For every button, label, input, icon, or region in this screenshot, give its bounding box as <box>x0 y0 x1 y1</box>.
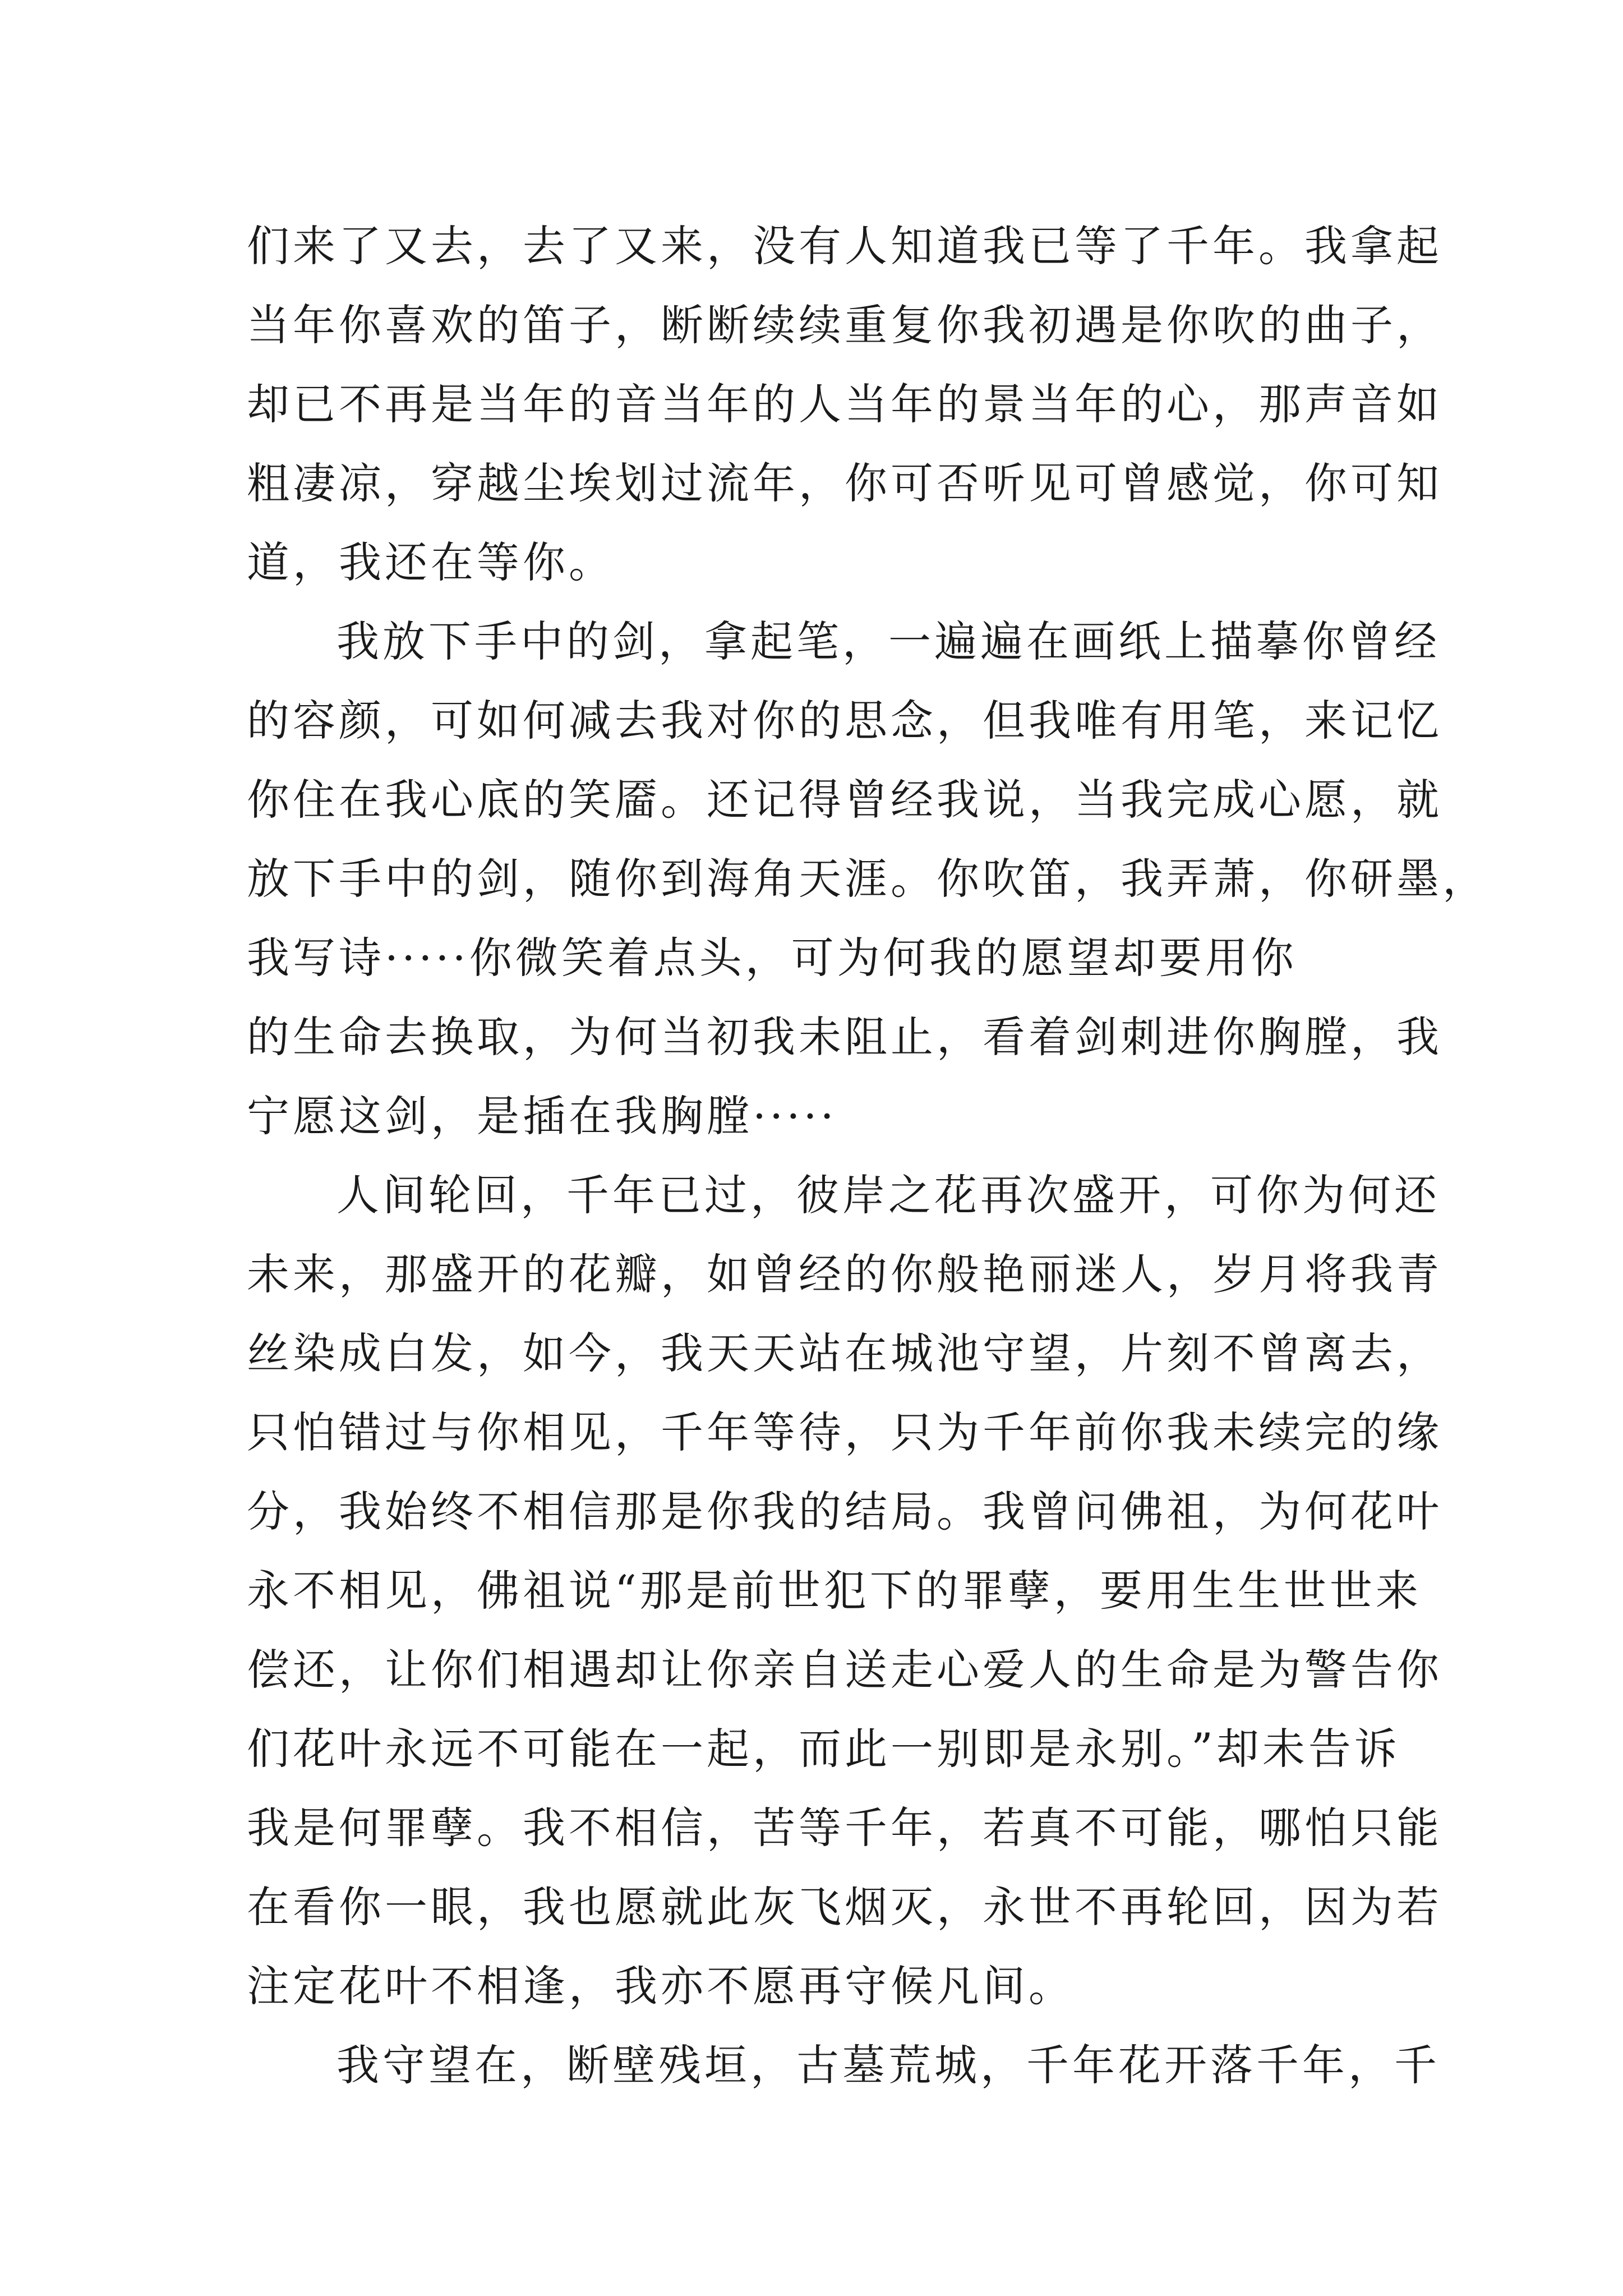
text-line: 我是何罪孽。我不相信，苦等千年，若真不可能，哪怕只能 <box>247 1803 1442 1853</box>
text-line: 只怕错过与你相见，千年等待，只为千年前你我未续完的缘 <box>247 1407 1442 1457</box>
text-line: 粗凄凉，穿越尘埃划过流年，你可否听见可曾感觉，你可知 <box>247 458 1442 508</box>
text-line: 人间轮回，千年已过，彼岸之花再次盛开，可你为何还 <box>336 1170 1440 1220</box>
text-line: 我写诗·····你微笑着点头，可为何我的愿望却要用你 <box>247 933 1297 983</box>
text-line: 宁愿这剑，是插在我胸膛····· <box>247 1091 837 1141</box>
text-line: 丝染成白发，如今，我天天站在城池守望，片刻不曾离去， <box>247 1328 1442 1378</box>
text-line: 你住在我心底的笑靥。还记得曾经我说，当我完成心愿，就 <box>247 775 1442 825</box>
text-line: 们花叶永远不可能在一起，而此一别即是永别。”却未告诉 <box>247 1724 1400 1774</box>
text-line: 的生命去换取，为何当初我未阻止，看着剑刺进你胸膛，我 <box>247 1012 1442 1062</box>
text-line: 在看你一眼，我也愿就此灰飞烟灭，永世不再轮回，因为若 <box>247 1882 1442 1932</box>
text-line: 却已不再是当年的音当年的人当年的景当年的心，那声音如 <box>247 379 1442 429</box>
text-line: 我守望在，断壁残垣，古墓荒城，千年花开落千年，千 <box>336 2040 1440 2090</box>
text-line: 未来，那盛开的花瓣，如曾经的你般艳丽迷人，岁月将我青 <box>247 1249 1442 1299</box>
text-line: 们来了又去，去了又来，没有人知道我已等了千年。我拿起 <box>247 221 1442 271</box>
text-line: 当年你喜欢的笛子，断断续续重复你我初遇是你吹的曲子， <box>247 300 1442 350</box>
text-line: 道，我还在等你。 <box>247 537 615 587</box>
text-line: 注定花叶不相逢，我亦不愿再守候凡间。 <box>247 1961 1075 2011</box>
text-line: 永不相见，佛祖说“那是前世犯下的罪孽，要用生生世世来 <box>247 1566 1422 1616</box>
text-line: 分，我始终不相信那是你我的结局。我曾问佛祖，为何花叶 <box>247 1487 1442 1536</box>
body-text <box>247 206 1488 2105</box>
text-line: 的容颜，可如何减去我对你的思念，但我唯有用笔，来记忆 <box>247 696 1442 746</box>
text-line: 放下手中的剑，随你到海角天涯。你吹笛，我弄萧，你研墨， <box>247 854 1488 904</box>
text-line: 我放下手中的剑，拿起笔，一遍遍在画纸上描摹你曾经 <box>336 616 1440 666</box>
text-line: 偿还，让你们相遇却让你亲自送走心爱人的生命是为警告你 <box>247 1645 1442 1695</box>
